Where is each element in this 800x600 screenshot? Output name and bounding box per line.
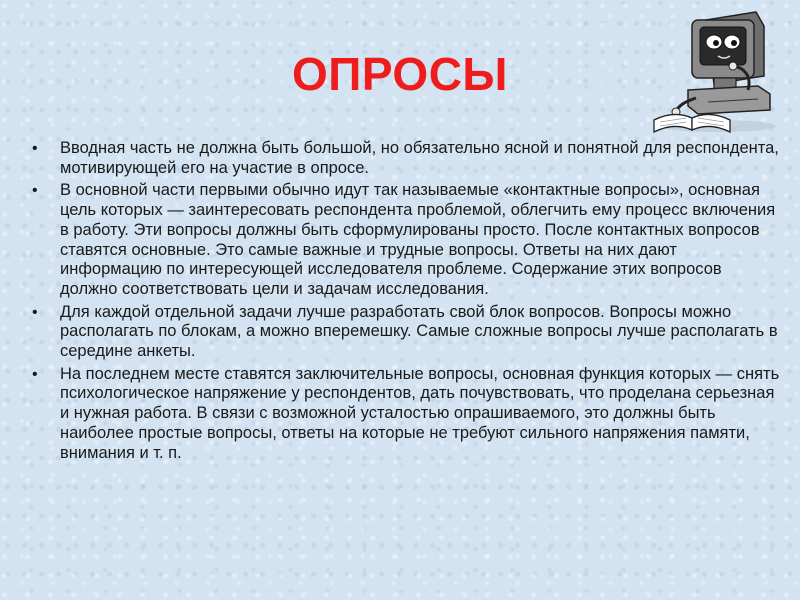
bullet-dot-icon: •: [32, 365, 38, 383]
computer-character-reading-book-icon: [648, 6, 778, 136]
bullet-item: [30, 139, 780, 178]
bullet-text: В основной части первыми обычно идут так называемые «контактные вопросы», основная цель которых — заинтересовать респондента проблемой, облегчить ему процесс включения в работу. Эти вопросы должны быть сформулированы просто. После контактных вопросов ставятся основные. Это самые важные и трудные вопросы. Ответы на них дают информацию по интересующей исследователя проблеме. Содержание этих вопросов должно соответствовать цели и задачам исследования.: [60, 181, 776, 298]
bullet-text: Вводная часть не должна быть большой, но обязательно ясной и понятной для респондента, мотивирующей его на участие в опросе.: [60, 139, 779, 177]
bullet-text: Для каждой отдельной задачи лучше разработать свой блок вопросов. Вопросы можно располагать по блокам, а можно вперемешку. Самые сложные вопросы лучше располагать в середине анкеты.: [60, 302, 778, 361]
bullet-dot-icon: •: [32, 182, 38, 200]
slide-title: ОПРОСЫ: [292, 48, 508, 100]
bullet-item: [30, 181, 780, 299]
bullet-list: [30, 139, 780, 466]
bullet-item: [30, 303, 780, 362]
bullet-dot-icon: •: [32, 303, 38, 321]
bullet-dot-icon: •: [32, 140, 38, 157]
bullet-text: На последнем месте ставятся заключительные вопросы, основная функция которых — снять психологическое напряжение у респондентов, дать почувствовать, что проделана серьезная и нужная работа. В связи с возможной усталостью опрашиваемого, это должны быть наиболее простые вопросы, ответы на которые не требуют сильного напряжения памяти, внимания и т. п.: [60, 364, 780, 462]
bullet-item: [30, 365, 780, 464]
